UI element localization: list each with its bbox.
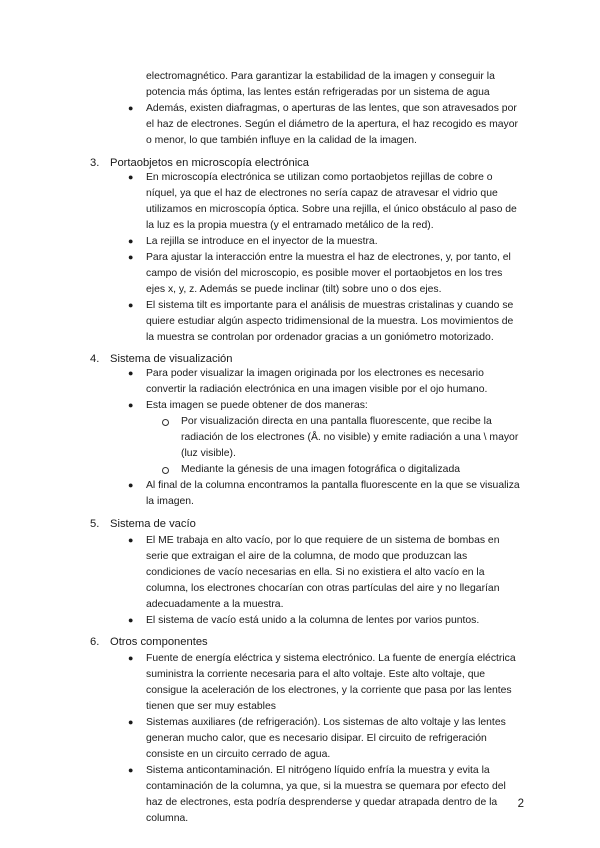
section-number: 3. <box>90 157 100 169</box>
paragraph-line: Esta imagen se puede obtener de dos maneras: <box>146 400 368 411</box>
paragraph-line: El ME trabaja en alto vacío, por lo que requiere de un sistema de bombas en <box>146 535 500 546</box>
paragraph-line: contaminación de la columna, ya que, si la muestra se quemara por efecto del <box>146 781 506 792</box>
paragraph-line: Sistema anticontaminación. El nitrógeno líquido enfría la muestra y evita la <box>146 765 490 776</box>
paragraph-line: quiere estudiar algún aspecto tridimensional de la muestra. Los movimientos de <box>146 316 514 327</box>
paragraph-line: consiste en un circuito cerrado de agua. <box>146 749 331 760</box>
paragraph-line: el haz de electrones. Según el diámetro de la apertura, el haz recogido es mayor <box>146 119 518 130</box>
paragraph-line: Para ajustar la interacción entre la muestra el haz de electrones, y, por tanto, el <box>146 252 511 263</box>
paragraph-line: la muestra se controlan por ordenador gracias a un goniómetro motorizado. <box>146 332 494 343</box>
paragraph-line: adecuadamente a la muestra. <box>146 599 284 610</box>
section-number: 4. <box>90 353 100 365</box>
paragraph-line: generan mucho calor, que es necesario disipar. El circuito de refrigeración <box>146 733 487 744</box>
section-number: 5. <box>90 518 100 530</box>
bullet-icon: ● <box>128 368 134 378</box>
paragraph-line: consigue la aceleración de los electrones, y la corriente que pasa por las lentes <box>146 685 512 696</box>
paragraph-line: Además, existen diafragmas, o aperturas de las lentes, que son atravesados por <box>146 103 517 114</box>
paragraph-line: electromagnético. Para garantizar la estabilidad de la imagen y conseguir la <box>146 71 495 82</box>
paragraph-line: Por visualización directa en una pantalla fluorescente, que recibe la <box>181 416 492 427</box>
bullet-icon: ● <box>128 103 134 113</box>
paragraph-line: o menor, lo que también influye en la calidad de la imagen. <box>146 135 417 146</box>
paragraph-line: La rejilla se introduce en el inyector de la muestra. <box>146 236 378 247</box>
bullet-icon: ● <box>128 717 134 727</box>
paragraph-line: radiación de los electrones (Å. no visible) y emite radiación a una \ mayor <box>181 432 519 443</box>
bullet-icon: ● <box>128 615 134 625</box>
bullet-icon: ● <box>128 252 134 262</box>
paragraph-line: utilizamos en microscopía óptica. Sobre una rejilla, el único obstáculo al paso de <box>146 204 517 215</box>
paragraph-line: Fuente de energía eléctrica y sistema electrónico. La fuente de energía eléctrica <box>146 653 516 664</box>
paragraph-line: convertir la radiación electrónica en una imagen visible por el ojo humano. <box>146 384 488 395</box>
paragraph-line: Sistemas auxiliares (de refrigeración). Los sistemas de alto voltaje y las lentes <box>146 717 506 728</box>
paragraph-line: ejes x, y, z. Además se puede inclinar (tilt) sobre uno o dos ejes. <box>146 284 442 295</box>
paragraph-line: columna, los electrones chocarían con otras partículas del aire y no llegarían <box>146 583 500 594</box>
hollow-bullet-icon <box>162 419 169 426</box>
paragraph-line: En microscopía electrónica se utilizan como portaobjetos rejillas de cobre o <box>146 172 493 183</box>
bullet-icon: ● <box>128 480 134 490</box>
paragraph-line: potencia más óptima, las lentes están refrigeradas por un sistema de agua <box>146 87 490 98</box>
paragraph-line: Mediante la génesis de una imagen fotográfica o digitalizada <box>181 464 460 475</box>
section-title: Sistema de vacío <box>110 518 196 530</box>
hollow-bullet-icon <box>162 467 169 474</box>
bullet-icon: ● <box>128 400 134 410</box>
bullet-icon: ● <box>128 236 134 246</box>
paragraph-line: suministra la corriente necesaria para el alto voltaje. Este alto voltaje, que <box>146 669 486 680</box>
bullet-icon: ● <box>128 653 134 663</box>
paragraph-line: haz de electrones, esta podría desprenderse y quedar atrapada dentro de la <box>146 797 498 808</box>
section-title: Portaobjetos en microscopía electrónica <box>110 157 309 169</box>
bullet-icon: ● <box>128 172 134 182</box>
paragraph-line: (luz visible). <box>181 448 236 459</box>
bullet-icon: ● <box>128 300 134 310</box>
section-title: Otros componentes <box>110 636 208 648</box>
paragraph-line: serie que extraigan el aire de la columna, de modo que produzcan las <box>146 551 468 562</box>
paragraph-line: El sistema tilt es importante para el análisis de muestras cristalinas y cuando se <box>146 300 514 311</box>
paragraph-line: El sistema de vacío está unido a la columna de lentes por varios puntos. <box>146 615 480 626</box>
paragraph-line: Para poder visualizar la imagen originada por los electrones es necesario <box>146 368 484 379</box>
paragraph-line: columna. <box>146 813 189 824</box>
paragraph-line: níquel, ya que el haz de electrones no sería capaz de atravesar el vidrio que <box>146 188 498 199</box>
page-number: 2 <box>517 798 524 810</box>
section-title: Sistema de visualización <box>110 353 233 365</box>
section-number: 6. <box>90 636 100 648</box>
paragraph-line: Al final de la columna encontramos la pantalla fluorescente en la que se visualiza <box>146 480 520 491</box>
paragraph-line: condiciones de vacío necesarias en ella. Si no existiera el alto vacío en la <box>146 567 485 578</box>
paragraph-line: campo de visión del microscopio, es posible mover el portaobjetos en los tres <box>146 268 503 279</box>
paragraph-line: la imagen. <box>146 496 194 507</box>
bullet-icon: ● <box>128 535 134 545</box>
bullet-icon: ● <box>128 765 134 775</box>
paragraph-line: la luz es la propia muestra (y el entramado metálico de la red). <box>146 220 434 231</box>
paragraph-line: tienen que ser muy estables <box>146 701 276 712</box>
